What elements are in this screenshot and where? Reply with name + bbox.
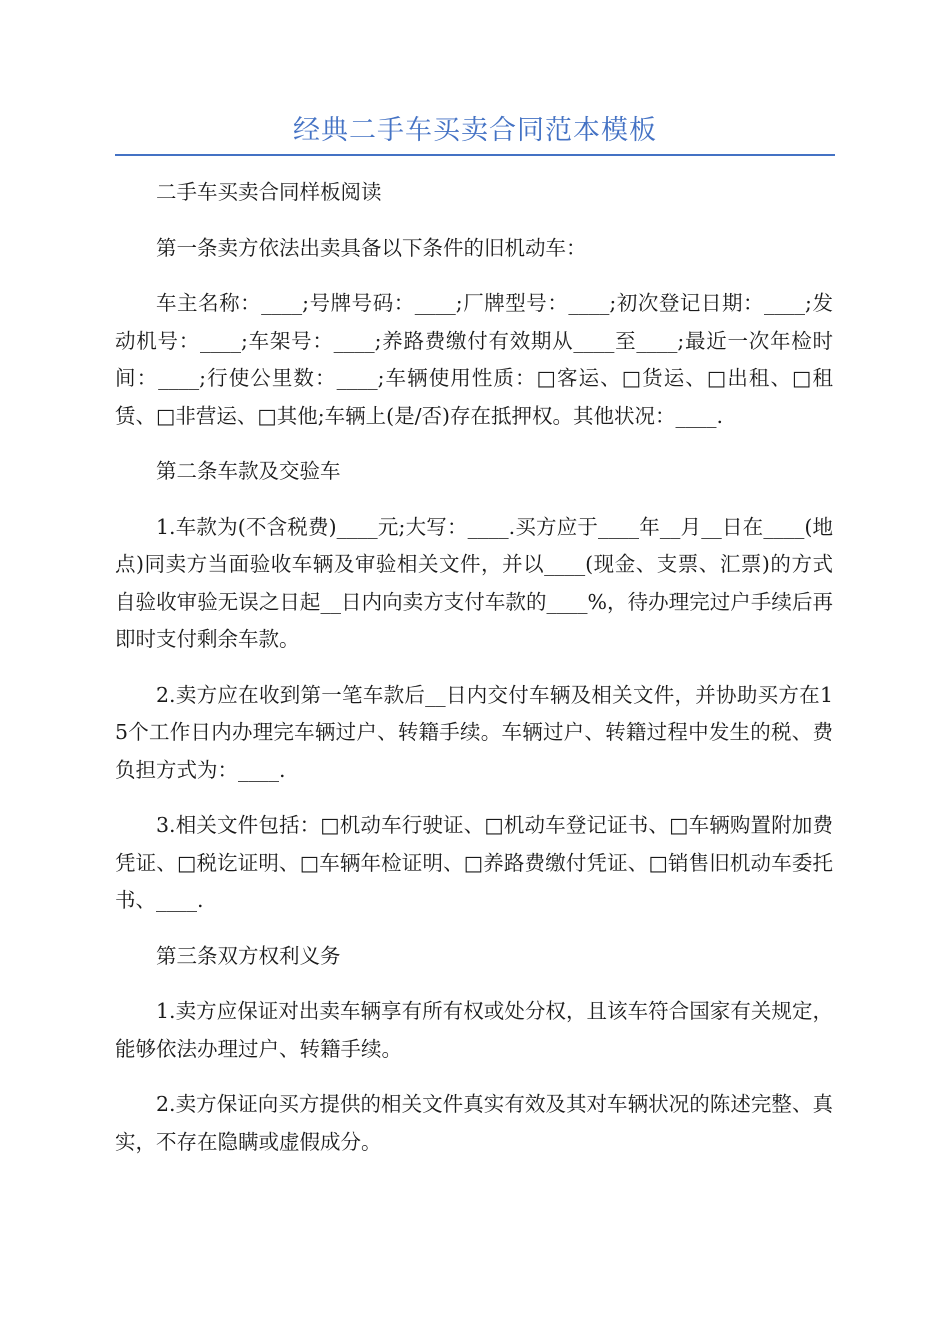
- paragraph-seller-guarantee: 2.卖方保证向买方提供的相关文件真实有效及其对车辆状况的陈述完整、真实，不存在隐瞒或虚假成分。: [115, 1092, 833, 1154]
- paragraph-seller-ownership: 1.卖方应保证对出卖车辆享有所有权或处分权，且该车符合国家有关规定，能够依法办理过户、转籍手续。: [115, 999, 833, 1061]
- document-title: 经典二手车买卖合同范本模板: [293, 115, 657, 146]
- title-underline: [115, 154, 835, 156]
- paragraph-article-3-heading: 第三条双方权利义务: [156, 943, 341, 968]
- paragraph-payment-terms: 1.车款为(不含税费)____元;大写：____.买方应于____年__月__日在____(地点)同卖方当面验收车辆及审验相关文件，并以____(现金、支票、汇票)的方式自验收审验无误之日起__日内向卖方支付车款的____%，待办理完过户手续后再即时支付剩余车款。: [115, 514, 833, 651]
- paragraph-vehicle-details: 车主名称：____;号牌号码：____;厂牌型号：____;初次登记日期：____;发动机号：____;车架号：____;养路费缴付有效期从____至____;最近一次年检时间：____;行使公里数：____;车辆使用性质：□客运、□货运、□出租、□租赁、□非营运、□其他;车辆上(是/否)存在抵押权。其他状况：____.: [115, 291, 833, 428]
- paragraph-delivery-terms: 2.卖方应在收到第一笔车款后__日内交付车辆及相关文件，并协助买方在15个工作日内办理完车辆过户、转籍手续。车辆过户、转籍过程中发生的税、费负担方式为：____.: [115, 682, 833, 782]
- paragraph-intro: 二手车买卖合同样板阅读: [156, 180, 382, 204]
- document-body: [115, 174, 833, 1179]
- paragraph-documents-list: 3.相关文件包括：□机动车行驶证、□机动车登记证书、□车辆购置附加费凭证、□税讫证明、□车辆年检证明、□养路费缴付凭证、□销售旧机动车委托书、____.: [115, 813, 833, 912]
- paragraph-article-1-heading: 第一条卖方依法出卖具备以下条件的旧机动车：: [156, 235, 587, 260]
- paragraph-article-2-heading: 第二条车款及交验车: [156, 459, 341, 483]
